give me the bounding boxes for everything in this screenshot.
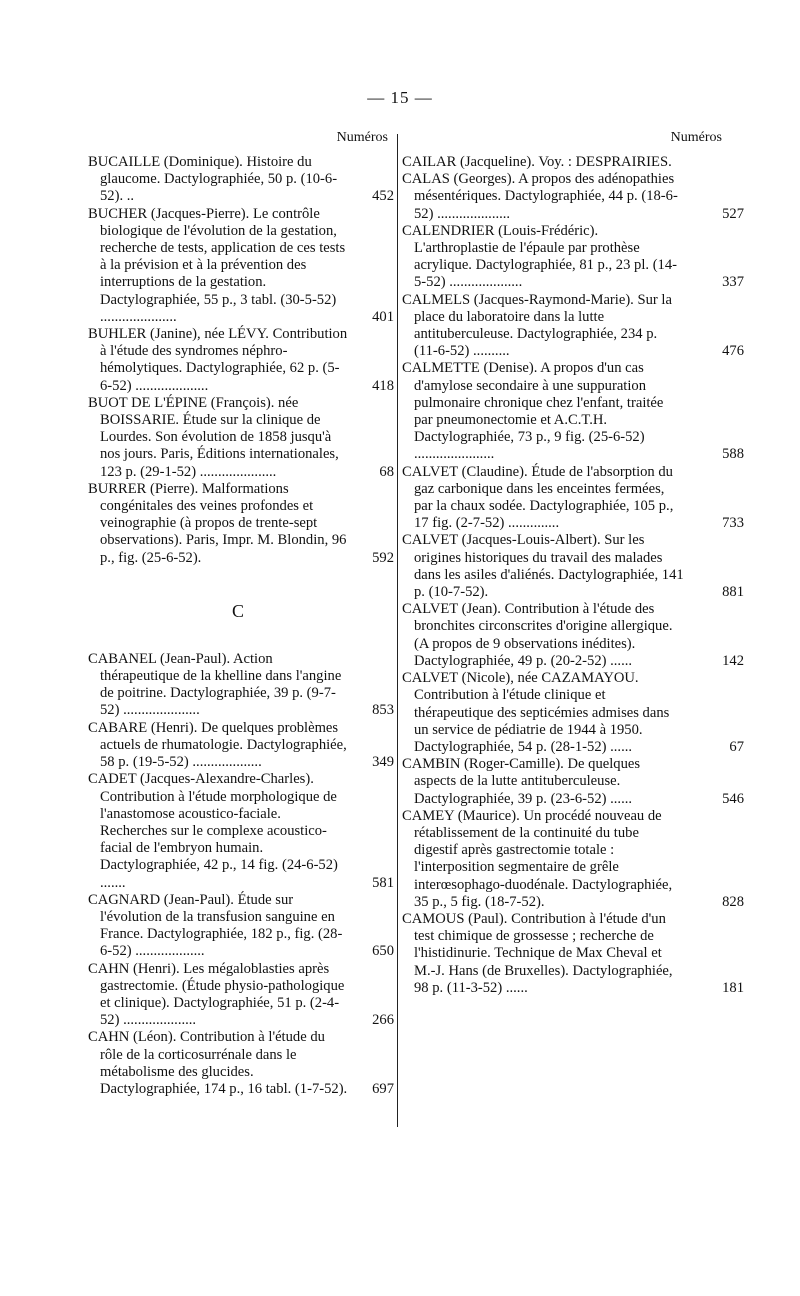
entry-text: Un procédé nouveau de rétablissement de la continuité du tube digestif après gastrectomie totale : l'interposition segmentaire de grêle interœsophago-duodénale. Dactylographiée, 35 p., 5 fig. (18-7-52). (414, 807, 673, 910)
section-letter: C (231, 600, 244, 621)
entry-author: CALVET (Jean). (402, 601, 501, 618)
list-item (402, 222, 744, 292)
entry-text: A propos d'un cas d'amylose secondaire à une suppuration pulmonaire chronique chez l'enfant, traitée par pneumonectomie et A.C.T.H. Dactylographiée, 73 p., 9 fig. (25-6-52) ...................... (414, 360, 664, 463)
entry-author: BUOT DE L'ÉPINE (François). (88, 394, 275, 411)
list-item (88, 326, 394, 395)
column-header: Numéros (336, 130, 388, 145)
entry-number: 181 (722, 979, 744, 996)
entry-number: 581 (372, 874, 394, 891)
entry-author: CAHN (Henri). (88, 960, 180, 977)
list-item (402, 154, 722, 171)
entry-author: CAMEY (Maurice). (402, 807, 520, 824)
entry-text: A propos des adénopathies mésentériques. Dactylographiée, 44 p. (18-6-52) .................... (414, 171, 678, 222)
list-item (88, 650, 394, 720)
entry-author: BUCAILLE (Dominique). (88, 154, 243, 170)
entry-number: 401 (372, 308, 394, 325)
entry-text: Contribution à l'étude clinique et thérapeutique des septicémies admises dans un service de pédiatrie de 1944 à 1950. Dactylographiée, 54 p. (28-1-52) ...... (414, 687, 670, 755)
list-item (402, 670, 744, 756)
entry-text: Contribution à l'étude des syndromes néphro-hémolytiques. Dactylographiée, 62 p. (5-6-52) .................... (100, 326, 348, 394)
list-item (402, 807, 744, 911)
entry-author: CALVET (Claudine). (402, 463, 528, 480)
entry-text: Sur les origines historiques du travail des malades dans les asiles d'aliénés. Dactylographiée, 141 p. (10-7-52). (414, 532, 684, 601)
entry-number: 881 (722, 584, 744, 601)
list-item (88, 960, 394, 1030)
entry-text: Action thérapeutique de la khelline dans l'angine de poitrine. Dactylographiée, 39 p. (9-7-52) ..................... (100, 650, 342, 719)
entry-number: 853 (372, 702, 394, 719)
entry-number: 452 (372, 188, 394, 205)
entry-author: CABARE (Henri). (88, 719, 198, 736)
list-item (402, 532, 744, 601)
entry-number: 476 (722, 343, 744, 360)
entry-text: Sur la place du laboratoire dans la lutte antituberculeuse. Dactylographiée, 234 p. (11-6-52) .......... (414, 291, 672, 360)
entry-text: Contribution à l'étude du rôle de la corticosurrénale dans le métabolisme des glucides. Dactylographiée, 174 p., 16 tabl. (1-7-52). (100, 1029, 348, 1097)
entry-text: Contribution à l'étude d'un test chimique de grossesse ; recherche de l'histidinurie. Technique de Max Cheval et M.-J. Hans (de Bruxelles). Dactylographiée, 98 p. (11-3-52) ...... (414, 910, 673, 996)
entry-author: CALMETTE (Denise). (402, 360, 538, 377)
entry-text: Étude sur l'évolution de la transfusion sanguine en France. Dactylographiée, 182 p., fig. (28-6-52) ................... (100, 891, 343, 960)
list-item (88, 394, 394, 481)
column-header: Numéros (670, 130, 722, 145)
entry-text: Contribution à l'étude morphologique de l'anastomose acoustico-faciale. Recherches sur le complexe acoustico-facial de l'embryon humain. Dactylographiée, 42 p., 14 fig. (24-6-52) ....... (100, 788, 338, 891)
entry-text: Contribution à l'étude des bronchites circonscrites d'origine allergique. (A propos de 9 observations inédites). Dactylographiée, 49 p. (20-2-52) ...... (414, 601, 673, 669)
entry-number: 349 (372, 754, 394, 771)
entry-text: Malformations congénitales des veines profondes et veinographie (à propos de trente-sept observations). Paris, Impr. M. Blondin, 96 p., fig. (25-6-52). (100, 480, 347, 566)
entry-number: 697 (372, 1080, 394, 1097)
entry-author: CABANEL (Jean-Paul). (88, 650, 231, 667)
entry-number: 650 (372, 943, 394, 960)
list-item (402, 601, 744, 670)
entry-text: née BOISSARIE. Étude sur la clinique de Lourdes. Son évolution de 1858 jusqu'à nos jours. Paris, Éditions internationales, 123 p. (29-1-52) ..................... (100, 394, 339, 480)
list-item (402, 463, 744, 533)
entry-number: 828 (722, 893, 744, 910)
entry-number: 266 (372, 1012, 394, 1029)
entry-author: CAHN (Léon). (88, 1029, 177, 1046)
entry-author: BUHLER (Janine), née LÉVY. (88, 326, 269, 343)
left-column (88, 130, 394, 1098)
entry-text: Voy. : DESPRAIRIES. (538, 154, 672, 170)
entry-author: CALMELS (Jacques-Raymond-Marie). (402, 291, 634, 308)
list-item (88, 205, 394, 326)
entry-number: 68 (379, 463, 394, 480)
entry-text: Histoire du glaucome. Dactylographiée, 50 p. (10-6-52). .. (100, 154, 338, 205)
entry-number: 546 (722, 790, 744, 807)
list-item (402, 910, 744, 997)
list-item (88, 891, 394, 961)
list-item (88, 154, 394, 206)
entries-b (88, 154, 394, 567)
entry-number: 588 (722, 446, 744, 463)
entries-c (88, 650, 394, 1098)
entry-author: CALAS (Georges). (402, 171, 516, 188)
list-item (402, 291, 744, 361)
list-item (402, 756, 744, 808)
entry-number: 592 (372, 549, 394, 566)
list-item (402, 171, 744, 223)
entry-number: 527 (722, 205, 744, 222)
column-divider (397, 134, 398, 1127)
entry-text: Les mégaloblasties après gastrectomie. (Étude physio-pathologique et clinique). Dactylographiée, 51 p. (2-4-52) .................... (100, 960, 345, 1029)
entry-text: De quelques aspects de la lutte antituberculeuse. Dactylographiée, 39 p. (23-6-52) ...... (414, 756, 641, 807)
entry-author: CAMOUS (Paul). (402, 910, 508, 927)
entry-number: 337 (722, 274, 744, 291)
right-column (402, 130, 744, 997)
entry-number: 142 (722, 652, 744, 669)
entry-author: CAGNARD (Jean-Paul). (88, 891, 234, 908)
entry-author: BURRER (Pierre). (88, 480, 199, 497)
entry-author: CAILAR (Jacqueline). (402, 154, 535, 170)
page-number: — 15 — (367, 88, 433, 107)
list-item (88, 480, 394, 567)
entry-number: 67 (729, 738, 744, 755)
entry-number: 418 (372, 377, 394, 394)
entry-number: 733 (722, 515, 744, 532)
entry-author: CALVET (Nicole), née CAZAMAYOU. (402, 670, 639, 687)
entry-author: CADET (Jacques-Alexandre-Charles). (88, 771, 314, 788)
entry-text: De quelques problèmes actuels de rhumatologie. Dactylographiée, 58 p. (19-5-52) ................... (100, 719, 347, 771)
entry-author: BUCHER (Jacques-Pierre). (88, 205, 250, 222)
list-item (402, 360, 744, 463)
entry-author: CAMBIN (Roger-Camille). (402, 756, 564, 773)
list-item (88, 771, 394, 891)
list-item (88, 719, 394, 772)
entry-text: L'arthroplastie de l'épaule par prothèse acrylique. Dactylographiée, 81 p., 23 pl. (14-5-52) .................... (414, 240, 678, 291)
entry-text: Le contrôle biologique de l'évolution de la gestation, recherche de tests, application de ces tests à la prévision et à la prévention des interruptions de la gestation. Dactylographiée, 55 p., 3 tabl. (30-5-52) ..................... (100, 205, 346, 325)
entry-text: Étude de l'absorption du gaz carbonique dans les enceintes fermées, par la chaux sodée. Dactylographiée, 105 p., 17 fig. (2-7-52) .............. (414, 463, 674, 532)
entry-author: CALVET (Jacques-Louis-Albert). (402, 532, 601, 549)
list-item (88, 1029, 394, 1098)
entry-author: CALENDRIER (Louis-Frédéric). (402, 222, 599, 239)
